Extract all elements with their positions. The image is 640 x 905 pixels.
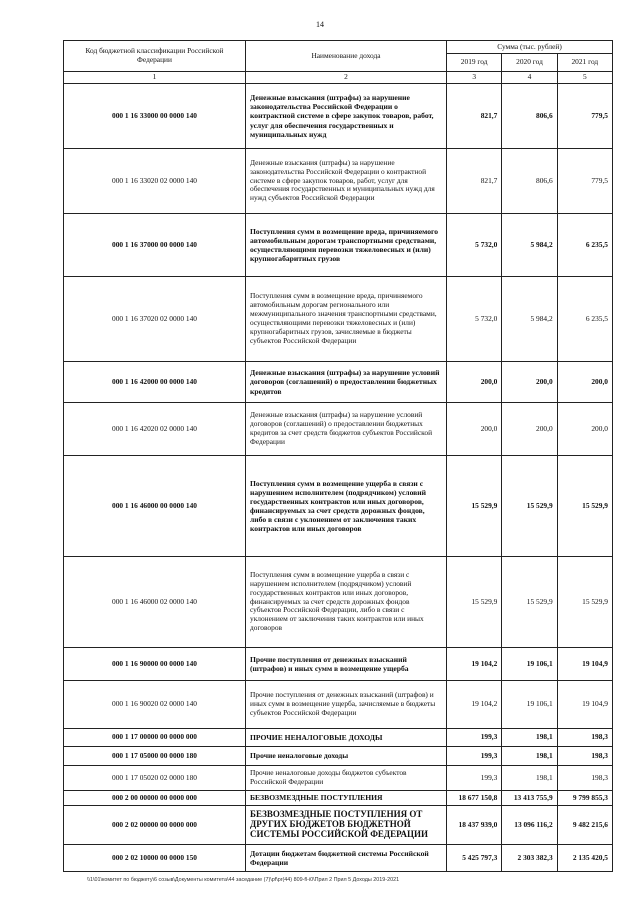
index-cell: 5 <box>557 72 612 84</box>
row-value-2021: 19 104,9 <box>557 681 612 729</box>
row-value-2020: 19 106,1 <box>502 681 557 729</box>
row-name: Прочие поступления от денежных взысканий (штрафов) и иных сумм в возмещение ущерба, зачисляемые в бюджеты субъектов Российской Федерации <box>246 681 447 729</box>
table-row <box>64 557 613 648</box>
row-value-2020: 198,1 <box>502 766 557 791</box>
row-value-2020: 13 096 116,2 <box>502 806 557 845</box>
row-value-2021: 198,3 <box>557 766 612 791</box>
row-value-2021: 198,3 <box>557 747 612 766</box>
row-value-2021: 9 799 855,3 <box>557 791 612 806</box>
row-code: 000 2 00 00000 00 0000 000 <box>64 791 246 806</box>
index-cell: 4 <box>502 72 557 84</box>
index-cell: 2 <box>246 72 447 84</box>
row-name: Дотации бюджетам бюджетной системы Российской Федерации <box>246 845 447 872</box>
header-year-2021: 2021 год <box>557 54 612 72</box>
table-row <box>64 84 613 149</box>
table-row <box>64 149 613 214</box>
row-name: Денежные взыскания (штрафы) за нарушение условий договоров (соглашений) о предоставлении бюджетных кредитов за счет средств бюджетов субъектов Российской Федерации <box>246 403 447 456</box>
row-value-2020: 13 413 755,9 <box>502 791 557 806</box>
row-value-2021: 198,3 <box>557 729 612 747</box>
header-year-2020: 2020 год <box>502 54 557 72</box>
row-code: 000 1 16 90000 00 0000 140 <box>64 648 246 681</box>
row-value-2019: 5 732,0 <box>447 214 502 277</box>
row-value-2019: 200,0 <box>447 403 502 456</box>
table-row <box>64 747 613 766</box>
table-row <box>64 681 613 729</box>
row-name: Прочие неналоговые доходы бюджетов субъектов Российской Федерации <box>246 766 447 791</box>
table-row <box>64 456 613 557</box>
row-name: ПРОЧИЕ НЕНАЛОГОВЫЕ ДОХОДЫ <box>246 729 447 747</box>
row-value-2019: 15 529,9 <box>447 456 502 557</box>
row-value-2020: 15 529,9 <box>502 456 557 557</box>
row-name: БЕЗВОЗМЕЗДНЫЕ ПОСТУПЛЕНИЯ ОТ ДРУГИХ БЮДЖЕТОВ БЮДЖЕТНОЙ СИСТЕМЫ РОССИЙСКОЙ ФЕДЕРАЦИИ <box>246 806 447 845</box>
table-row <box>64 648 613 681</box>
row-value-2019: 19 104,2 <box>447 648 502 681</box>
table-row <box>64 362 613 403</box>
row-value-2019: 15 529,9 <box>447 557 502 648</box>
row-code: 000 1 17 00000 00 0000 000 <box>64 729 246 747</box>
row-value-2019: 199,3 <box>447 747 502 766</box>
row-value-2020: 5 984,2 <box>502 214 557 277</box>
row-value-2019: 5 425 797,3 <box>447 845 502 872</box>
header-year-2019: 2019 год <box>447 54 502 72</box>
row-value-2019: 5 732,0 <box>447 277 502 362</box>
table-row <box>64 766 613 791</box>
table-header-row <box>64 41 613 54</box>
row-code: 000 1 16 37000 00 0000 140 <box>64 214 246 277</box>
row-value-2021: 6 235,5 <box>557 277 612 362</box>
table-row <box>64 791 613 806</box>
header-sum: Сумма (тыс. рублей) <box>447 41 613 54</box>
row-code: 000 1 16 46000 00 0000 140 <box>64 456 246 557</box>
header-code: Код бюджетной классификации Российской Федерации <box>64 41 246 72</box>
row-code: 000 1 16 90020 02 0000 140 <box>64 681 246 729</box>
row-value-2020: 806,6 <box>502 149 557 214</box>
row-value-2019: 18 677 150,8 <box>447 791 502 806</box>
table-row <box>64 845 613 872</box>
row-value-2021: 200,0 <box>557 362 612 403</box>
row-code: 000 2 02 10000 00 0000 150 <box>64 845 246 872</box>
row-code: 000 1 16 33000 00 0000 140 <box>64 84 246 149</box>
table-row <box>64 403 613 456</box>
row-value-2019: 19 104,2 <box>447 681 502 729</box>
row-value-2021: 15 529,9 <box>557 456 612 557</box>
row-value-2021: 2 135 420,5 <box>557 845 612 872</box>
row-name: Поступления сумм в возмещение ущерба в связи с нарушением исполнителем (подрядчиком) условий государственных контрактов или иных договоров, финансируемых за счет средств дорожных фондов, либо в связи с уклонением от заключения таких контрактов или иных договоров <box>246 456 447 557</box>
header-name: Наименование дохода <box>246 41 447 72</box>
table-row <box>64 214 613 277</box>
table-row <box>64 729 613 747</box>
row-value-2019: 821,7 <box>447 149 502 214</box>
row-value-2020: 806,6 <box>502 84 557 149</box>
row-value-2020: 19 106,1 <box>502 648 557 681</box>
row-name: Поступления сумм в возмещение ущерба в связи с нарушением исполнителем (подрядчиком) условий государственных контрактов или иных договоров, финансируемых за счет средств дорожных фондов субъектов Российской Федерации, либо в связи с уклонением от заключения таких контрактов или иных договоров <box>246 557 447 648</box>
row-value-2019: 199,3 <box>447 766 502 791</box>
row-name: Денежные взыскания (штрафы) за нарушение условий договоров (соглашений) о предоставлении бюджетных кредитов <box>246 362 447 403</box>
table-row <box>64 277 613 362</box>
row-code: 000 1 17 05020 02 0000 180 <box>64 766 246 791</box>
row-value-2021: 15 529,9 <box>557 557 612 648</box>
row-value-2020: 2 303 382,3 <box>502 845 557 872</box>
row-name: БЕЗВОЗМЕЗДНЫЕ ПОСТУПЛЕНИЯ <box>246 791 447 806</box>
row-value-2020: 5 984,2 <box>502 277 557 362</box>
revenue-table <box>63 40 613 872</box>
row-value-2020: 198,1 <box>502 729 557 747</box>
row-value-2019: 821,7 <box>447 84 502 149</box>
index-cell: 3 <box>447 72 502 84</box>
row-name: Прочие неналоговые доходы <box>246 747 447 766</box>
row-value-2020: 200,0 <box>502 362 557 403</box>
row-value-2021: 6 235,5 <box>557 214 612 277</box>
row-code: 000 1 16 37020 02 0000 140 <box>64 277 246 362</box>
row-name: Прочие поступления от денежных взысканий (штрафов) и иных сумм в возмещение ущерба <box>246 648 447 681</box>
table-index-row <box>64 72 613 84</box>
row-code: 000 1 16 33020 02 0000 140 <box>64 149 246 214</box>
row-name: Поступления сумм в возмещение вреда, причиняемого автомобильным дорогам транспортными средствами, осуществляющими перевозки тяжеловесных и (или) крупногабаритных грузов <box>246 214 447 277</box>
table-body <box>64 84 613 872</box>
row-value-2021: 19 104,9 <box>557 648 612 681</box>
row-code: 000 1 16 42020 02 0000 140 <box>64 403 246 456</box>
row-code: 000 1 16 42000 00 0000 140 <box>64 362 246 403</box>
row-name: Денежные взыскания (штрафы) за нарушение законодательства Российской Федерации о контрактной системе в сфере закупок товаров, работ, услуг для обеспечения государственных и муниципальных нужд для нужд субъектов Российской Федерации <box>246 149 447 214</box>
row-code: 000 2 02 00000 00 0000 000 <box>64 806 246 845</box>
row-value-2021: 9 482 215,6 <box>557 806 612 845</box>
row-value-2019: 199,3 <box>447 729 502 747</box>
row-value-2019: 200,0 <box>447 362 502 403</box>
row-value-2021: 779,5 <box>557 84 612 149</box>
row-value-2019: 18 437 939,0 <box>447 806 502 845</box>
row-code: 000 1 16 46000 02 0000 140 <box>64 557 246 648</box>
row-value-2020: 200,0 <box>502 403 557 456</box>
row-value-2020: 198,1 <box>502 747 557 766</box>
index-cell: 1 <box>64 72 246 84</box>
footer-file-path: \\1\01\комитет по бюджету\6 созыв\Документы комитета\44 заседание (7)\pf\pr(44) 809-fl-i0\Прил 2 Прил 5 Доходы 2019-2021 <box>87 877 400 883</box>
row-code: 000 1 17 05000 00 0000 180 <box>64 747 246 766</box>
page-number: 14 <box>316 20 324 29</box>
row-value-2021: 200,0 <box>557 403 612 456</box>
row-value-2020: 15 529,9 <box>502 557 557 648</box>
row-value-2021: 779,5 <box>557 149 612 214</box>
row-name: Поступления сумм в возмещение вреда, причиняемого автомобильным дорогам регионального или межмуниципального значения транспортными средствами, осуществляющими перевозки тяжеловесных и (или) крупногабаритных грузов, зачисляемые в бюджеты субъектов Российской Федерации <box>246 277 447 362</box>
table-row <box>64 806 613 845</box>
row-name: Денежные взыскания (штрафы) за нарушение законодательства Российской Федерации о контрактной системе в сфере закупок товаров, работ, услуг для обеспечения государственных и муниципальных нужд <box>246 84 447 149</box>
